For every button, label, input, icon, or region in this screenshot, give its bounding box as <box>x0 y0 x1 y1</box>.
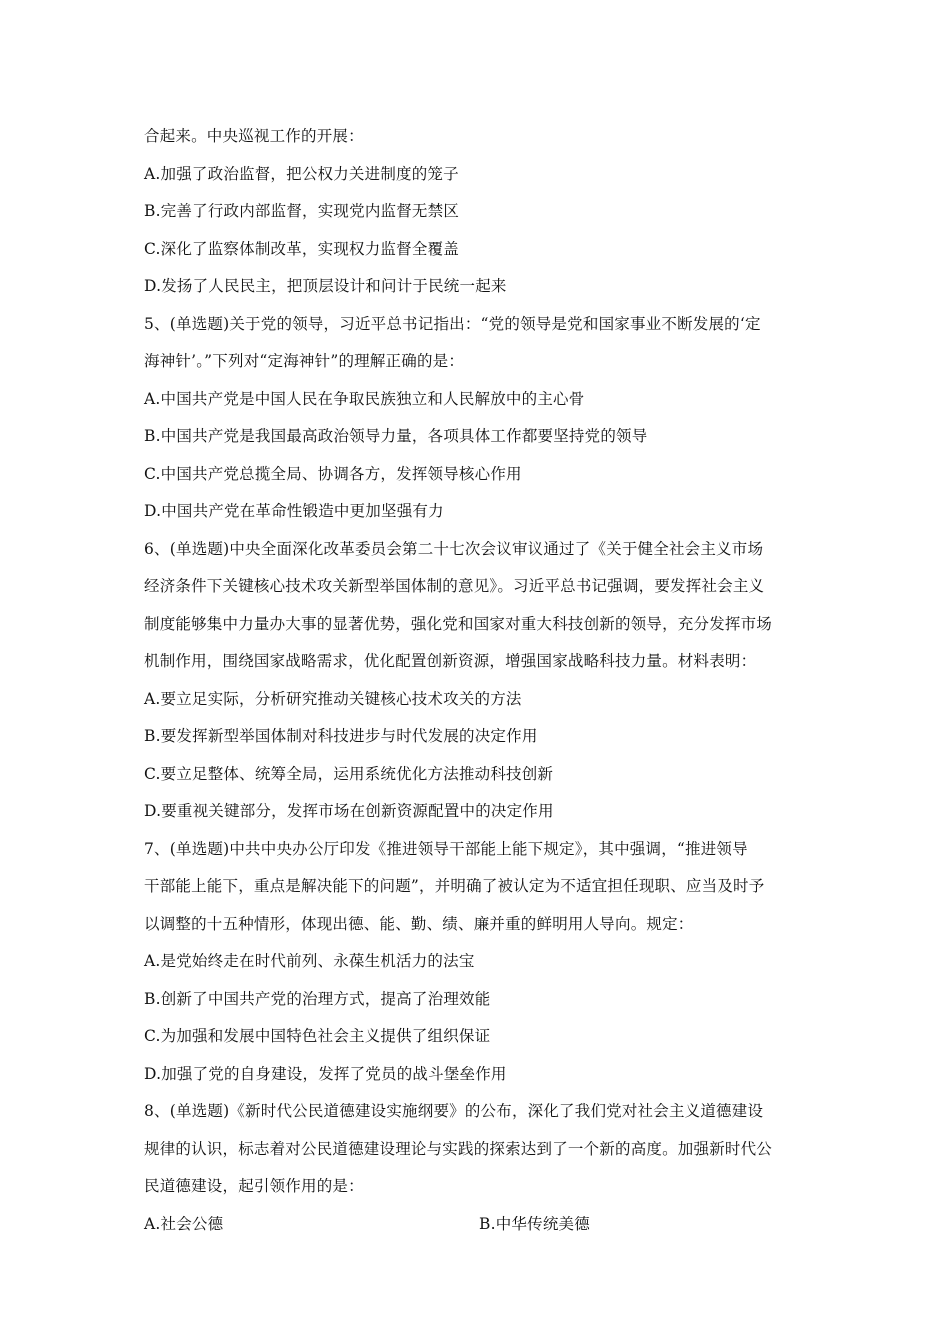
option-a: A.是党始终走在时代前列、永葆生机活力的法宝 <box>144 952 475 970</box>
question-stem: 合起来。中央巡视工作的开展： <box>144 127 364 145</box>
question-6 <box>144 531 814 831</box>
question-stem-line: 8、(单选题)《新时代公民道德建设实施纲要》的公布，深化了我们党对社会主义道德建设 <box>144 1102 764 1120</box>
options-row <box>144 1206 814 1244</box>
option-c: C.深化了监察体制改革，实现权力监督全覆盖 <box>144 239 459 258</box>
document-page <box>144 118 814 1243</box>
option-d: D.加强了党的自身建设，发挥了党员的战斗堡垒作用 <box>144 1064 507 1083</box>
question-stem-line: 6、(单选题)中央全面深化改革委员会第二十七次会议审议通过了《关于健全社会主义市场 <box>144 539 764 558</box>
question-stem-line: 民道德建设，起引领作用的是： <box>144 1177 364 1195</box>
question-stem-line: 干部能上能下，重点是解决能下的问题”，并明确了被认定为不适宜担任现职、应当及时予 <box>144 877 765 895</box>
option-d: D.要重视关键部分，发挥市场在创新资源配置中的决定作用 <box>144 802 554 820</box>
question-stem-line: 机制作用，围绕国家战略需求，优化配置创新资源，增强国家战略科技力量。材料表明： <box>144 652 757 670</box>
option-b: B.中国共产党是我国最高政治领导力量，各项具体工作都要坚持党的领导 <box>144 427 648 445</box>
question-5 <box>144 306 814 531</box>
option-c: C.中国共产党总揽全局、协调各方，发挥领导核心作用 <box>144 464 522 483</box>
option-a: A.加强了政治监督，把公权力关进制度的笼子 <box>144 164 459 183</box>
question-stem-line: 经济条件下关键核心技术攻关新型举国体制的意见》。习近平总书记强调，要发挥社会主义 <box>144 577 765 595</box>
question-stem-line: 5、(单选题)关于党的领导，习近平总书记指出：“党的领导是党和国家事业不断发展的‘定 <box>144 314 761 333</box>
option-a: A.社会公德 <box>144 1214 224 1233</box>
option-c: C.为加强和发展中国特色社会主义提供了组织保证 <box>144 1027 491 1045</box>
question-8 <box>144 1093 814 1243</box>
option-b: B.完善了行政内部监督，实现党内监督无禁区 <box>144 202 460 220</box>
option-a: A.要立足实际，分析研究推动关键核心技术攻关的方法 <box>144 689 522 708</box>
option-b: B.中华传统美德 <box>479 1214 590 1233</box>
option-a: A.中国共产党是中国人民在争取民族独立和人民解放中的主心骨 <box>144 389 585 408</box>
option-b: B.要发挥新型举国体制对科技进步与时代发展的决定作用 <box>144 727 538 745</box>
option-d: D.发扬了人民民主，把顶层设计和问计于民统一起来 <box>144 277 507 295</box>
question-stem-line: 以调整的十五种情形，体现出德、能、勤、绩、廉并重的鲜明用人导向。规定： <box>144 914 694 933</box>
question-stem-line: 规律的认识，标志着对公民道德建设理论与实践的探索达到了一个新的高度。加强新时代公 <box>144 1139 773 1158</box>
option-b: B.创新了中国共产党的治理方式，提高了治理效能 <box>144 989 491 1008</box>
question-stem-line: 海神针’。”下列对“定海神针”的理解正确的是： <box>144 352 465 370</box>
question-4-tail <box>144 118 814 306</box>
question-7 <box>144 831 814 1094</box>
option-c: C.要立足整体、统筹全局，运用系统优化方法推动科技创新 <box>144 764 554 783</box>
question-stem-line: 7、(单选题)中共中央办公厅印发《推进领导干部能上能下规定》，其中强调，“推进领导 <box>144 839 748 858</box>
question-stem-line: 制度能够集中力量办大事的显著优势，强化党和国家对重大科技创新的领导，充分发挥市场 <box>144 614 773 633</box>
option-d: D.中国共产党在革命性锻造中更加坚强有力 <box>144 502 444 520</box>
